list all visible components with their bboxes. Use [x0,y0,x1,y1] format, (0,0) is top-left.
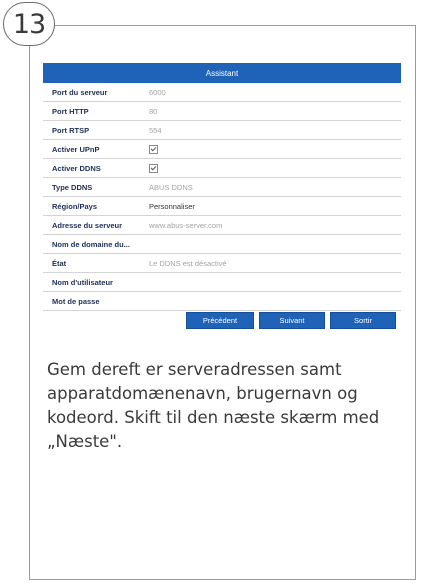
setting-label: Activer UPnP [52,144,100,154]
setting-row-nom-d-utilisateur [43,273,401,292]
setting-row-port-du-serveur [43,83,401,102]
setting-row-type-ddns [43,178,401,197]
next-button[interactable]: Suivant [259,312,325,329]
previous-button[interactable]: Précédent [186,312,254,329]
setting-row-region-pays [43,197,401,216]
setting-row-port-rtsp [43,121,401,140]
setting-label: Nom de domaine du... [52,239,130,249]
instruction-caption: Gem dereft er serveradressen samt apparatdomænenavn, brugernavn og kodeord. Skift til den næste skærm med „Næste". [47,360,380,451]
setting-value[interactable]: Personnaliser [149,201,195,211]
setting-checkbox[interactable] [149,144,158,154]
step-number-badge: 13 [3,2,55,46]
checkmark-icon [149,164,158,173]
setting-value[interactable]: www.abus-server.com [149,220,223,230]
setting-row-adresse-du-serveur [43,216,401,235]
setting-value[interactable]: ABUS DDNS [149,182,193,192]
setting-row-etat [43,254,401,273]
setting-label: Port du serveur [52,87,108,97]
setting-label: Nom d'utilisateur [52,277,113,287]
setting-value[interactable]: Le DDNS est désactivé [149,258,227,268]
setting-label: Adresse du serveur [52,220,123,230]
setting-label: Activer DDNS [52,163,101,173]
settings-list [43,83,401,311]
assistant-dialog [43,63,401,305]
setting-row-activer-ddns [43,159,401,178]
dialog-title: Assistant [205,68,239,78]
setting-row-activer-upnp [43,140,401,159]
setting-label: Type DDNS [52,182,93,192]
setting-row-mot-de-passe [43,292,401,311]
dialog-title-bar [43,63,401,83]
setting-label: Port RTSP [52,125,90,135]
setting-label: État [52,258,67,268]
setting-checkbox[interactable] [149,163,158,173]
exit-button[interactable]: Sortir [330,312,396,329]
dialog-buttons [186,312,396,329]
setting-value[interactable]: 80 [149,106,158,116]
setting-row-nom-de-domaine-du [43,235,401,254]
setting-label: Mot de passe [52,296,100,306]
checkmark-icon [149,145,158,154]
setting-value[interactable]: 554 [149,125,162,135]
setting-label: Port HTTP [52,106,89,116]
setting-value[interactable]: 6000 [149,87,166,97]
setting-label: Région/Pays [52,201,98,211]
setting-row-port-http [43,102,401,121]
